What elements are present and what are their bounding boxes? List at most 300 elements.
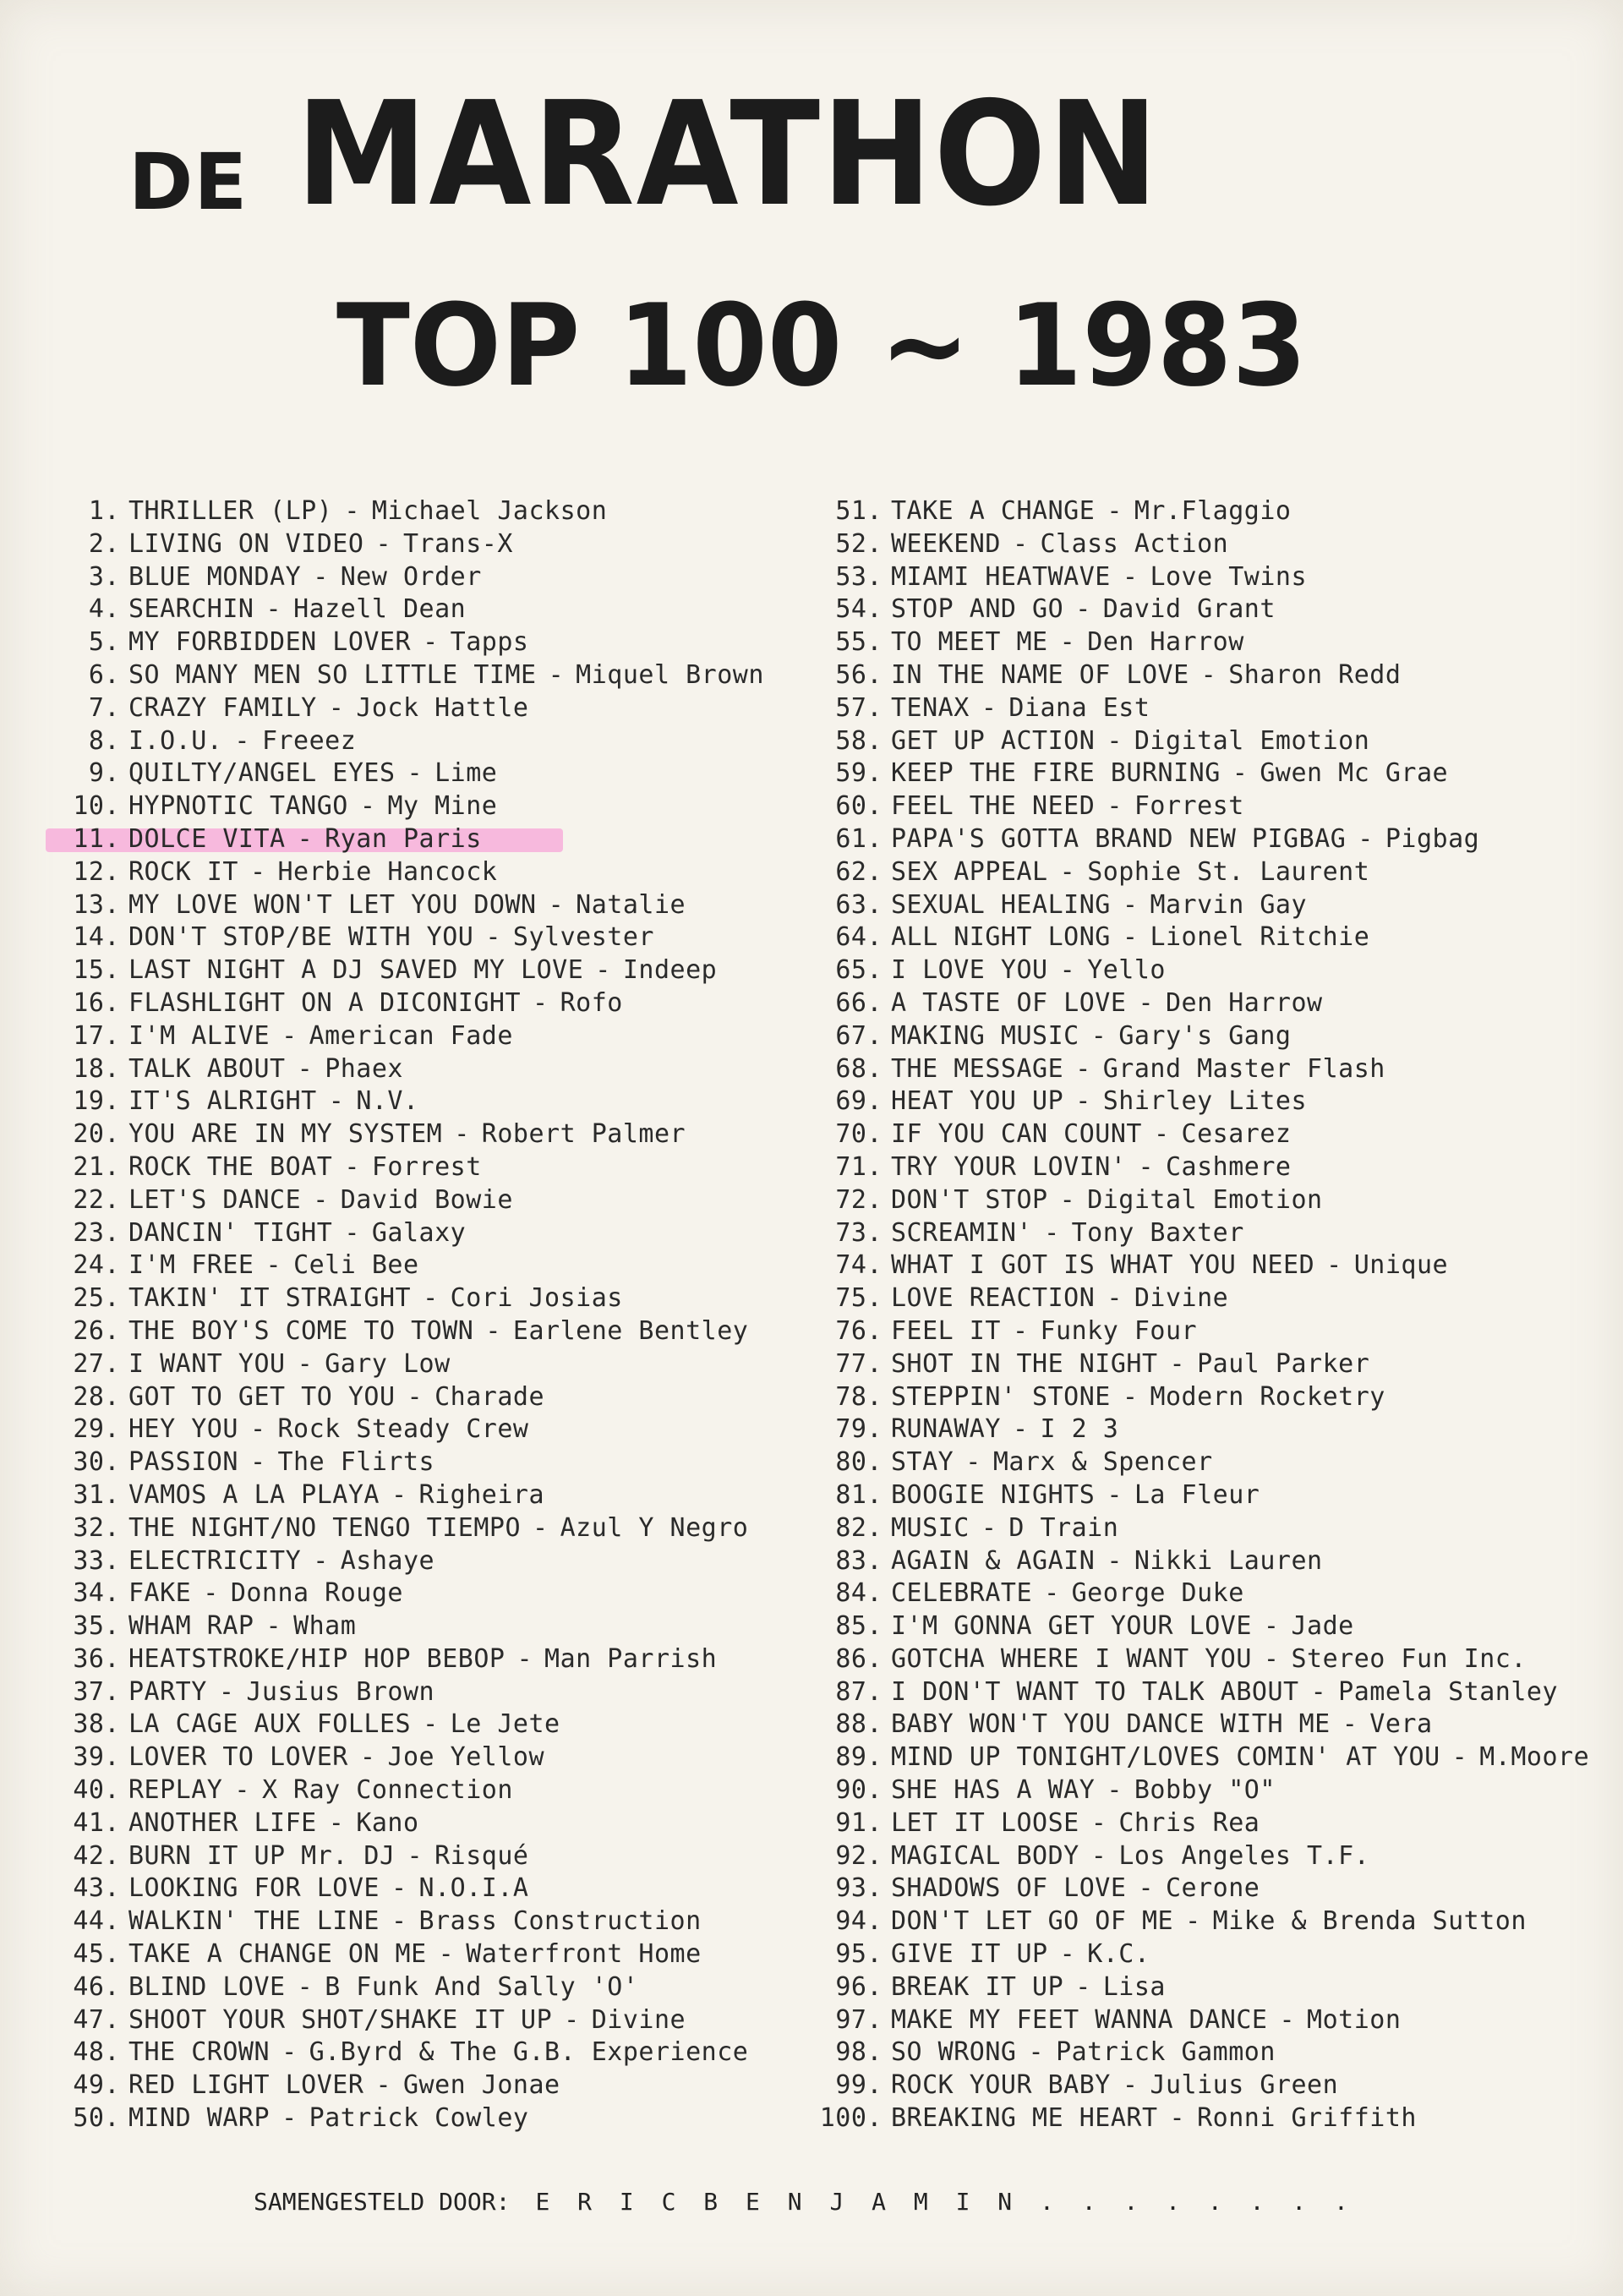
- list-item: [805, 1413, 1623, 1446]
- list-item-song: THRILLER (LP): [128, 496, 333, 526]
- list-item-rank: 88.: [835, 1709, 883, 1740]
- list-item-artist: Waterfront Home: [466, 1939, 702, 1970]
- list-item-dash: -: [1059, 627, 1076, 658]
- list-item-song: TAKE A CHANGE ON ME: [128, 1939, 427, 1970]
- list-item-rank: 84.: [835, 1578, 883, 1609]
- list-item-dash: -: [423, 1283, 439, 1314]
- list-item-rank: 44.: [73, 1906, 120, 1937]
- list-item-rank: 64.: [835, 922, 883, 953]
- list-item-rank: 93.: [835, 1873, 883, 1904]
- list-item-artist: Phaex: [325, 1053, 403, 1084]
- list-item-song: ROCK YOUR BABY: [891, 2070, 1111, 2101]
- list-item-rank: 29.: [73, 1414, 120, 1445]
- list-item-artist: Tapps: [450, 627, 529, 658]
- list-item-song: LAST NIGHT A DJ SAVED MY LOVE: [128, 955, 584, 986]
- list-item-artist: Earlene Bentley: [512, 1315, 749, 1346]
- list-item-dash: -: [1090, 1807, 1107, 1838]
- list-item: [805, 856, 1623, 889]
- list-item: [51, 1479, 812, 1512]
- list-item-rank: 98.: [835, 2037, 883, 2068]
- list-item-rank: 76.: [835, 1315, 883, 1346]
- list-item: [51, 1545, 812, 1578]
- list-item-artist: B Funk And Sally 'O': [325, 1971, 639, 2002]
- list-item-dash: -: [1122, 1381, 1139, 1412]
- list-item: [805, 1085, 1623, 1118]
- list-item: [805, 1741, 1623, 1774]
- list-item-dash: -: [1451, 1742, 1468, 1773]
- list-item-dash: -: [1342, 1709, 1358, 1740]
- list-item-dash: -: [533, 987, 549, 1018]
- list-item: [51, 1348, 812, 1381]
- list-item-rank: 70.: [835, 1119, 883, 1150]
- list-item-dash: -: [297, 1053, 314, 1084]
- list-item-artist: Shirley Lites: [1102, 1086, 1308, 1117]
- list-item: [51, 659, 812, 692]
- list-item: [805, 1217, 1623, 1250]
- list-item-rank: 38.: [73, 1709, 120, 1740]
- list-item-song: MIND WARP: [128, 2103, 270, 2134]
- list-item-dash: -: [1059, 856, 1076, 887]
- list-item: [51, 1249, 812, 1282]
- list-item: [51, 1413, 812, 1446]
- list-item-dash: -: [344, 496, 360, 526]
- list-item-song: SHE HAS A WAY: [891, 1775, 1096, 1806]
- list-item-rank: 68.: [835, 1053, 883, 1084]
- list-item: [805, 1151, 1623, 1184]
- list-item-dash: -: [965, 1447, 981, 1478]
- list-item-song: ROCK THE BOAT: [128, 1151, 333, 1182]
- list-item-artist: N.V.: [356, 1086, 419, 1117]
- list-item-rank: 10.: [73, 791, 120, 822]
- list-item-dash: -: [1107, 1545, 1123, 1576]
- list-item-artist: Nikki Lauren: [1134, 1545, 1323, 1576]
- list-item-rank: 46.: [73, 1971, 120, 2002]
- list-item-dash: -: [548, 659, 565, 690]
- list-item-artist: Los Angeles T.F.: [1118, 1840, 1370, 1871]
- list-item-artist: Kano: [356, 1807, 419, 1838]
- list-item-artist: Lionel Ritchie: [1150, 922, 1370, 953]
- list-item-rank: 47.: [73, 2004, 120, 2035]
- list-item-song: AGAIN & AGAIN: [891, 1545, 1096, 1576]
- list-item: [805, 1840, 1623, 1873]
- chart-column-right: [805, 495, 1623, 2135]
- list-item-song: GOT TO GET TO YOU: [128, 1381, 396, 1412]
- list-item-artist: Mr.Flaggio: [1134, 496, 1292, 526]
- list-item-dash: -: [1107, 791, 1123, 822]
- list-item-rank: 96.: [835, 1971, 883, 2002]
- list-item-song: THE NIGHT/NO TENGO TIEMPO: [128, 1512, 522, 1543]
- list-item-song: REPLAY: [128, 1775, 223, 1806]
- list-item-dash: -: [1012, 1315, 1029, 1346]
- list-item-artist: Azul Y Negro: [560, 1512, 749, 1543]
- list-item-song: BOOGIE NIGHTS: [891, 1479, 1096, 1510]
- list-item-rank: 31.: [73, 1479, 120, 1510]
- list-item-rank: 99.: [835, 2070, 883, 2101]
- list-item-rank: 53.: [835, 561, 883, 592]
- list-item-song: FEEL THE NEED: [891, 791, 1096, 822]
- list-item-artist: Miquel Brown: [576, 659, 764, 690]
- list-item-artist: Modern Rocketry: [1150, 1381, 1385, 1412]
- list-item-artist: Marx & Spencer: [992, 1447, 1213, 1478]
- list-item-dash: -: [1153, 1119, 1170, 1150]
- list-item-dash: -: [328, 1807, 345, 1838]
- list-item-dash: -: [265, 1611, 282, 1642]
- list-item-artist: Tony Baxter: [1071, 1217, 1244, 1248]
- list-item: [805, 889, 1623, 922]
- list-item-artist: New Order: [340, 561, 482, 592]
- list-item-artist: Robert Palmer: [481, 1119, 686, 1150]
- list-item-dash: -: [438, 1939, 455, 1970]
- list-item-dash: -: [516, 1643, 533, 1674]
- list-item: [805, 1545, 1623, 1578]
- list-item-song: GET UP ACTION: [891, 725, 1096, 756]
- list-item: [51, 1938, 812, 1971]
- list-item: [805, 692, 1623, 725]
- list-item-song: LOVE REACTION: [891, 1283, 1096, 1314]
- list-item-rank: 58.: [835, 725, 883, 756]
- list-item: [51, 528, 812, 561]
- list-item-song: SEARCHIN: [128, 594, 254, 625]
- list-item-song: MY FORBIDDEN LOVER: [128, 627, 412, 658]
- list-item-dash: -: [234, 1775, 250, 1806]
- list-item: [51, 987, 812, 1020]
- list-item: [805, 1676, 1623, 1709]
- list-item-song: QUILTY/ANGEL EYES: [128, 758, 396, 789]
- list-item-song: FEEL IT: [891, 1315, 1001, 1346]
- list-item: [805, 921, 1623, 954]
- list-item: [805, 1282, 1623, 1315]
- list-item-artist: Rock Steady Crew: [277, 1414, 529, 1445]
- list-item-dash: -: [297, 1971, 314, 2002]
- list-item: [51, 856, 812, 889]
- list-item-song: I LOVE YOU: [891, 955, 1048, 986]
- list-item-artist: Gwen Jonae: [403, 2070, 560, 2101]
- list-item-rank: 86.: [835, 1643, 883, 1674]
- list-item-song: I'M GONNA GET YOUR LOVE: [891, 1611, 1252, 1642]
- list-item: [805, 1446, 1623, 1479]
- list-item-song: DANCIN' TIGHT: [128, 1217, 333, 1248]
- list-item-dash: -: [1090, 1840, 1107, 1871]
- list-item-song: TRY YOUR LOVIN': [891, 1151, 1127, 1182]
- list-item-song: STEPPIN' STONE: [891, 1381, 1111, 1412]
- list-item-dash: -: [485, 1315, 501, 1346]
- list-item-dash: -: [1059, 1184, 1076, 1215]
- list-item-artist: Michael Jackson: [371, 496, 608, 526]
- list-item-song: PASSION: [128, 1447, 238, 1478]
- list-item-artist: Den Harrow: [1166, 987, 1323, 1018]
- list-item-song: RUNAWAY: [891, 1414, 1001, 1445]
- list-item-dash: -: [1279, 2004, 1296, 2035]
- list-item-song: SO WRONG: [891, 2037, 1017, 2068]
- list-item-song: SEXUAL HEALING: [891, 889, 1111, 920]
- list-item-rank: 41.: [73, 1807, 120, 1838]
- list-item-rank: 9.: [88, 758, 120, 789]
- list-item-rank: 77.: [835, 1348, 883, 1379]
- list-item-artist: Man Parrish: [544, 1643, 718, 1674]
- list-item-song: STAY: [891, 1447, 954, 1478]
- list-item-song: WEEKEND: [891, 528, 1001, 559]
- list-item-dash: -: [1185, 1906, 1201, 1937]
- list-item-artist: Paul Parker: [1197, 1348, 1370, 1379]
- list-item-song: HYPNOTIC TANGO: [128, 791, 348, 822]
- list-item-artist: Galaxy: [371, 1217, 467, 1248]
- list-item-rank: 67.: [835, 1020, 883, 1051]
- list-item: [51, 692, 812, 725]
- list-item-rank: 89.: [835, 1742, 883, 1773]
- list-item-artist: Cori Josias: [450, 1283, 623, 1314]
- list-item-rank: 50.: [73, 2103, 120, 2134]
- list-item: [805, 1708, 1623, 1741]
- list-item-artist: Divine: [1134, 1283, 1229, 1314]
- list-item-dash: -: [1138, 1151, 1154, 1182]
- list-item: [51, 1872, 812, 1905]
- list-item-rank: 24.: [73, 1250, 120, 1281]
- list-item-artist: Wham: [293, 1611, 357, 1642]
- list-item-dash: -: [1075, 1086, 1091, 1117]
- list-item-song: BREAK IT UP: [891, 1971, 1064, 2002]
- list-item-song: MAGICAL BODY: [891, 1840, 1079, 1871]
- list-item-song: I DON'T WANT TO TALK ABOUT: [891, 1676, 1299, 1707]
- list-item-artist: Forrest: [371, 1151, 482, 1182]
- list-item: [805, 954, 1623, 987]
- list-item-rank: 72.: [835, 1184, 883, 1215]
- list-item-rank: 21.: [73, 1151, 120, 1182]
- list-item-dash: -: [1075, 1053, 1091, 1084]
- list-item: [51, 2069, 812, 2102]
- list-item-song: VAMOS A LA PLAYA: [128, 1479, 380, 1510]
- list-item-artist: Gary Low: [325, 1348, 451, 1379]
- list-item-song: DON'T LET GO OF ME: [891, 1906, 1174, 1937]
- list-item-rank: 91.: [835, 1807, 883, 1838]
- list-item: [805, 2102, 1623, 2135]
- list-item-artist: Lisa: [1102, 1971, 1166, 2002]
- list-item: [805, 626, 1623, 659]
- list-item-artist: Den Harrow: [1087, 627, 1244, 658]
- chart-column-left: [51, 495, 812, 2135]
- list-item: [51, 921, 812, 954]
- list-item-dash: -: [391, 1479, 407, 1510]
- list-item-rank: 83.: [835, 1545, 883, 1576]
- list-item-artist: Ronni Griffith: [1197, 2103, 1417, 2134]
- list-item-artist: Joe Yellow: [387, 1742, 545, 1773]
- list-item-dash: -: [281, 2037, 298, 2068]
- list-item-artist: Diana Est: [1008, 692, 1150, 723]
- list-item-song: MIAMI HEATWAVE: [891, 561, 1111, 592]
- list-item: [51, 725, 812, 758]
- list-item-song: HEAT YOU UP: [891, 1086, 1064, 1117]
- list-item-dash: -: [249, 1447, 266, 1478]
- list-item-artist: Bobby "O": [1134, 1775, 1276, 1806]
- list-item-rank: 94.: [835, 1906, 883, 1937]
- list-item-artist: My Mine: [387, 791, 498, 822]
- list-item: [51, 889, 812, 922]
- list-item-song: LOOKING FOR LOVE: [128, 1873, 380, 1904]
- list-item-song: BLIND LOVE: [128, 1971, 286, 2002]
- list-item: [805, 1249, 1623, 1282]
- list-item-song: BREAKING ME HEART: [891, 2103, 1158, 2134]
- list-item-dash: -: [391, 1906, 407, 1937]
- list-item: [805, 1872, 1623, 1905]
- list-item-dash: -: [375, 528, 391, 559]
- list-item-song: PAPA'S GOTTA BRAND NEW PIGBAG: [891, 823, 1347, 854]
- list-item-rank: 14.: [73, 922, 120, 953]
- list-item-dash: -: [1059, 955, 1076, 986]
- list-item-rank: 51.: [835, 496, 883, 526]
- list-item-artist: Motion: [1307, 2004, 1402, 2035]
- list-item-artist: Mike & Brenda Sutton: [1212, 1906, 1527, 1937]
- list-item-dash: -: [1107, 1283, 1123, 1314]
- list-item-song: WALKIN' THE LINE: [128, 1906, 380, 1937]
- list-item-dash: -: [281, 1020, 298, 1051]
- list-item-artist: Le Jete: [450, 1709, 560, 1740]
- list-item: [51, 954, 812, 987]
- list-item-artist: Love Twins: [1150, 561, 1308, 592]
- list-item: [51, 1971, 812, 2004]
- list-item-song: ALL NIGHT LONG: [891, 922, 1111, 953]
- list-item-dash: -: [1044, 1578, 1060, 1609]
- list-item-dash: -: [1090, 1020, 1107, 1051]
- list-item-artist: Chris Rea: [1118, 1807, 1260, 1838]
- list-item-dash: -: [281, 2103, 298, 2134]
- list-item-dash: -: [1012, 528, 1029, 559]
- list-item-rank: 80.: [835, 1447, 883, 1478]
- list-item: [805, 495, 1623, 528]
- list-item-dash: -: [328, 1086, 345, 1117]
- list-item-rank: 57.: [835, 692, 883, 723]
- list-item-rank: 28.: [73, 1381, 120, 1412]
- list-item-dash: -: [1169, 2103, 1186, 2134]
- list-item: [51, 1610, 812, 1643]
- list-item: [51, 823, 812, 856]
- list-item-rank: 35.: [73, 1611, 120, 1642]
- list-item-song: ANOTHER LIFE: [128, 1807, 317, 1838]
- list-item-rank: 1.: [88, 496, 120, 526]
- list-item-rank: 69.: [835, 1086, 883, 1117]
- list-item: [51, 1446, 812, 1479]
- list-item-artist: Lime: [434, 758, 498, 789]
- list-item-rank: 56.: [835, 659, 883, 690]
- list-item-dash: -: [533, 1512, 549, 1543]
- list-item-dash: -: [249, 856, 266, 887]
- list-item-artist: Grand Master Flash: [1102, 1053, 1385, 1084]
- list-item: [51, 495, 812, 528]
- list-item-song: BLUE MONDAY: [128, 561, 302, 592]
- list-item-dash: -: [1107, 725, 1123, 756]
- list-item: [805, 1184, 1623, 1217]
- list-item: [805, 1971, 1623, 2004]
- list-item-artist: Patrick Cowley: [309, 2103, 529, 2134]
- list-item-artist: Sylvester: [512, 922, 654, 953]
- list-item-artist: Ashaye: [340, 1545, 435, 1576]
- list-item-rank: 43.: [73, 1873, 120, 1904]
- list-item-dash: -: [595, 955, 611, 986]
- list-item-dash: -: [313, 1545, 329, 1576]
- list-item-dash: -: [548, 889, 565, 920]
- list-item: [51, 1741, 812, 1774]
- list-item-song: GOTCHA WHERE I WANT YOU: [891, 1643, 1252, 1674]
- list-item: [805, 1348, 1623, 1381]
- list-item-dash: -: [1044, 1217, 1060, 1248]
- list-item-dash: -: [1263, 1611, 1280, 1642]
- list-item-song: TENAX: [891, 692, 970, 723]
- list-item-rank: 17.: [73, 1020, 120, 1051]
- list-item-song: LIVING ON VIDEO: [128, 528, 364, 559]
- list-item-dash: -: [1107, 496, 1123, 526]
- list-item-song: I WANT YOU: [128, 1348, 286, 1379]
- list-item-artist: Indeep: [622, 955, 718, 986]
- list-item-rank: 59.: [835, 758, 883, 789]
- list-item-rank: 52.: [835, 528, 883, 559]
- title-prefix: DE: [128, 137, 249, 227]
- list-item-artist: Funky Four: [1040, 1315, 1198, 1346]
- list-item: [805, 659, 1623, 692]
- list-item-dash: -: [359, 1742, 376, 1773]
- list-item-song: FLASHLIGHT ON A DICONIGHT: [128, 987, 522, 1018]
- list-item-artist: N.O.I.A: [418, 1873, 529, 1904]
- list-item-rank: 63.: [835, 889, 883, 920]
- list-item-dash: -: [407, 758, 424, 789]
- list-item-rank: 48.: [73, 2037, 120, 2068]
- title-block: [0, 59, 1623, 262]
- list-item-artist: Hazell Dean: [293, 594, 467, 625]
- list-item: [805, 1381, 1623, 1414]
- list-item-dash: -: [1059, 1939, 1076, 1970]
- list-item-dash: -: [1122, 2070, 1139, 2101]
- list-item-dash: -: [981, 1512, 997, 1543]
- list-item-rank: 55.: [835, 627, 883, 658]
- list-item-song: SO MANY MEN SO LITTLE TIME: [128, 659, 537, 690]
- list-item: [51, 1807, 812, 1840]
- list-item: [805, 1020, 1623, 1053]
- list-item-artist: X Ray Connection: [261, 1775, 513, 1806]
- list-item: [51, 790, 812, 823]
- list-item-song: MY LOVE WON'T LET YOU DOWN: [128, 889, 537, 920]
- list-item-dash: -: [328, 692, 345, 723]
- list-item-song: ROCK IT: [128, 856, 238, 887]
- list-item-artist: Donna Rouge: [230, 1578, 403, 1609]
- list-item-dash: -: [1138, 1873, 1154, 1904]
- list-item-rank: 62.: [835, 856, 883, 887]
- list-item-rank: 18.: [73, 1053, 120, 1084]
- list-item-song: I'M FREE: [128, 1250, 254, 1281]
- list-item-dash: -: [1263, 1643, 1280, 1674]
- list-item-rank: 61.: [835, 823, 883, 854]
- list-item-rank: 36.: [73, 1643, 120, 1674]
- list-item: [51, 1053, 812, 1086]
- list-item: [51, 1840, 812, 1873]
- list-item-rank: 92.: [835, 1840, 883, 1871]
- list-item-song: KEEP THE FIRE BURNING: [891, 758, 1221, 789]
- list-item-song: MIND UP TONIGHT/LOVES COMIN' AT YOU: [891, 1742, 1440, 1773]
- list-item-dash: -: [313, 561, 329, 592]
- list-item: [805, 2004, 1623, 2037]
- list-item-song: TAKE A CHANGE: [891, 496, 1096, 526]
- list-item-song: PARTY: [128, 1676, 207, 1707]
- list-item-artist: Gwen Mc Grae: [1260, 758, 1449, 789]
- list-item-dash: -: [1310, 1676, 1327, 1707]
- list-item-dash: -: [564, 2004, 580, 2035]
- credit-line: [254, 2188, 1355, 2216]
- list-item-dash: -: [423, 1709, 439, 1740]
- list-item-rank: 81.: [835, 1479, 883, 1510]
- list-item-song: RED LIGHT LOVER: [128, 2070, 364, 2101]
- list-item-rank: 42.: [73, 1840, 120, 1871]
- list-item-rank: 20.: [73, 1119, 120, 1150]
- list-item-song: FAKE: [128, 1578, 192, 1609]
- list-item: [51, 1708, 812, 1741]
- list-item: [51, 1184, 812, 1217]
- list-item-artist: Marvin Gay: [1150, 889, 1308, 920]
